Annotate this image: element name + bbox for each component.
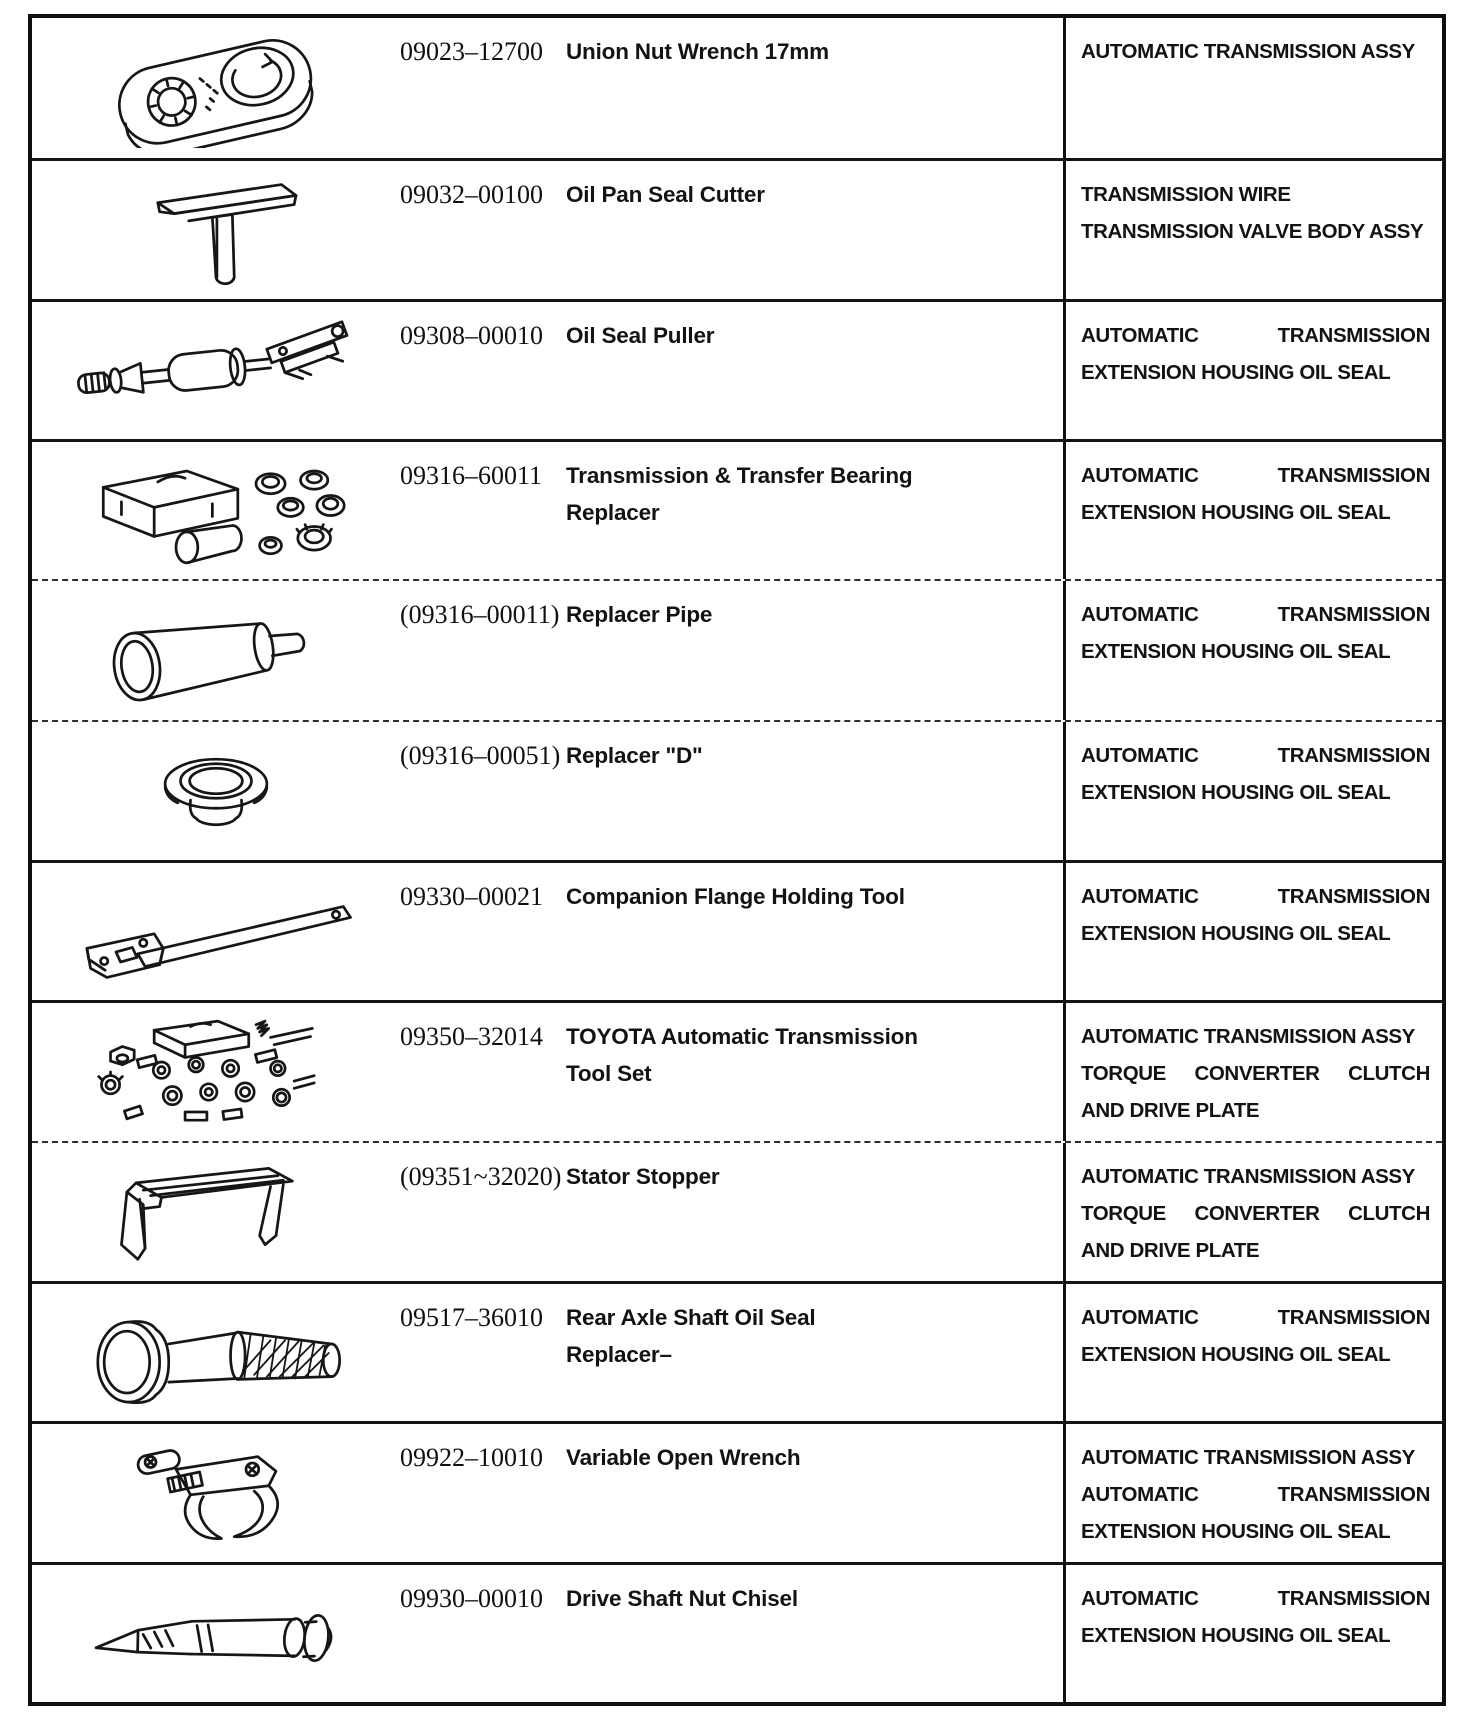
tool-name-line: TOYOTA Automatic Transmission xyxy=(566,1024,918,1050)
drive-shaft-nut-chisel-illustration xyxy=(51,1573,381,1693)
oil-pan-seal-cutter-illustration xyxy=(51,170,381,290)
application-line: EXTENSION HOUSING OIL SEAL xyxy=(1081,1623,1391,1647)
application-cell xyxy=(1063,302,1442,439)
application-line: AUTOMATIC TRANSMISSION ASSY xyxy=(1081,1164,1415,1188)
application-line: EXTENSION HOUSING OIL SEAL xyxy=(1081,360,1391,384)
part-number: 09922–10010 xyxy=(400,1443,543,1473)
application-line xyxy=(1081,596,1430,633)
application-word: AUTOMATIC xyxy=(1081,603,1199,627)
tool-row xyxy=(32,299,1442,439)
part-number: 09930–00010 xyxy=(400,1583,543,1613)
application-cell xyxy=(1063,1284,1442,1421)
application-word: AUTOMATIC xyxy=(1081,884,1199,908)
tool-name xyxy=(566,302,1063,439)
application-word: AUTOMATIC xyxy=(1081,323,1199,347)
application-line xyxy=(1081,878,1430,915)
application-line xyxy=(1081,1299,1430,1336)
application-word: TRANSMISSION xyxy=(1277,884,1430,908)
tool-name xyxy=(566,1424,1063,1561)
part-number: (09316–00051) xyxy=(400,740,561,770)
application-line: TRANSMISSION WIRE xyxy=(1081,183,1291,207)
application-line: TRANSMISSION VALVE BODY ASSY xyxy=(1081,220,1424,244)
sst-table xyxy=(28,14,1446,1706)
application-cell xyxy=(1063,161,1442,298)
application-line xyxy=(1081,1476,1430,1513)
tool-name-line: Replacer "D" xyxy=(566,742,703,768)
application-line: AUTOMATIC TRANSMISSION ASSY xyxy=(1081,40,1415,63)
tool-row xyxy=(32,860,1442,1000)
application-cell xyxy=(1063,863,1442,1000)
tool-name-line: Oil Pan Seal Cutter xyxy=(566,182,765,208)
tool-name xyxy=(566,1003,1063,1140)
part-number: 09023–12700 xyxy=(400,37,543,66)
application-word: TORQUE xyxy=(1081,1201,1166,1225)
part-number: 09330–00021 xyxy=(400,881,543,911)
companion-flange-holding-tool-illustration xyxy=(51,872,381,992)
application-word: TRANSMISSION xyxy=(1277,1305,1430,1329)
application-cell xyxy=(1063,1424,1442,1561)
application-line xyxy=(1081,1580,1430,1617)
tool-row xyxy=(32,439,1442,579)
tool-row xyxy=(32,579,1442,719)
tool-illustration-cell xyxy=(32,581,400,719)
application-line xyxy=(1081,737,1430,774)
application-line: AND DRIVE PLATE xyxy=(1081,1099,1260,1123)
tool-illustration-cell xyxy=(32,722,400,860)
part-number: (09351~32020) xyxy=(400,1161,562,1191)
union-nut-wrench-17mm-illustration xyxy=(51,28,381,148)
application-word: TRANSMISSION xyxy=(1277,603,1430,627)
application-cell xyxy=(1063,1003,1442,1140)
application-word: AUTOMATIC xyxy=(1081,1586,1199,1610)
tool-illustration-cell xyxy=(32,1143,400,1281)
tool-name-line: Variable Open Wrench xyxy=(566,1445,801,1471)
tool-illustration-cell xyxy=(32,442,400,579)
application-line: EXTENSION HOUSING OIL SEAL xyxy=(1081,1342,1391,1366)
application-line: AUTOMATIC TRANSMISSION ASSY xyxy=(1081,1025,1415,1049)
replacer-pipe-illustration xyxy=(51,590,381,710)
tool-name xyxy=(566,1284,1063,1421)
application-word: CLUTCH xyxy=(1348,1201,1430,1225)
replacer-d-illustration xyxy=(51,731,381,851)
tool-row xyxy=(32,1421,1442,1561)
tool-row xyxy=(32,1281,1442,1421)
application-line xyxy=(1081,317,1430,354)
application-line: EXTENSION HOUSING OIL SEAL xyxy=(1081,780,1391,804)
part-number: 09316–60011 xyxy=(400,460,543,490)
application-cell xyxy=(1063,581,1442,719)
tool-name xyxy=(566,161,1063,298)
oil-seal-puller-illustration xyxy=(51,310,381,430)
part-number: 09308–00010 xyxy=(400,320,543,350)
tool-illustration-cell xyxy=(32,1284,400,1421)
application-word: TRANSMISSION xyxy=(1277,463,1430,487)
tool-name xyxy=(566,581,1063,719)
application-word: TRANSMISSION xyxy=(1277,1483,1430,1507)
application-word: AUTOMATIC xyxy=(1081,1483,1199,1507)
tool-illustration-cell xyxy=(32,863,400,1000)
part-number: 09032–00100 xyxy=(400,180,543,210)
part-number: 09350–32014 xyxy=(400,1022,543,1052)
tool-name-line: Oil Seal Puller xyxy=(566,322,715,348)
tool-row xyxy=(32,1141,1442,1281)
application-line: AND DRIVE PLATE xyxy=(1081,1238,1260,1262)
tool-name-line: Stator Stopper xyxy=(566,1163,720,1189)
tool-name xyxy=(566,18,1063,158)
tool-name xyxy=(566,863,1063,1000)
application-cell xyxy=(1063,1565,1442,1702)
tool-row xyxy=(32,1000,1442,1140)
application-line: EXTENSION HOUSING OIL SEAL xyxy=(1081,921,1391,945)
tool-name-line: Transmission & Transfer Bearing xyxy=(566,462,913,488)
tool-row xyxy=(32,158,1442,298)
tool-name xyxy=(566,722,1063,860)
application-cell xyxy=(1063,442,1442,579)
application-word: CONVERTER xyxy=(1194,1201,1320,1225)
tool-row xyxy=(32,18,1442,158)
application-line: EXTENSION HOUSING OIL SEAL xyxy=(1081,640,1391,664)
tool-name-line: Replacer xyxy=(566,499,660,525)
application-word: CLUTCH xyxy=(1348,1062,1430,1086)
part-number: (09316–00011) xyxy=(400,600,560,630)
tool-illustration-cell xyxy=(32,1565,400,1702)
application-cell xyxy=(1063,18,1442,158)
part-number: 09517–36010 xyxy=(400,1302,543,1332)
application-line xyxy=(1081,1195,1430,1232)
tool-name-line: Drive Shaft Nut Chisel xyxy=(566,1585,798,1611)
application-word: TRANSMISSION xyxy=(1277,743,1430,767)
application-word: AUTOMATIC xyxy=(1081,463,1199,487)
application-line: AUTOMATIC TRANSMISSION ASSY xyxy=(1081,1446,1415,1470)
tool-illustration-cell xyxy=(32,1424,400,1561)
tool-name-line: Union Nut Wrench 17mm xyxy=(566,39,829,64)
tool-illustration-cell xyxy=(32,161,400,298)
tool-illustration-cell xyxy=(32,18,400,158)
tool-name-line: Tool Set xyxy=(566,1061,652,1087)
bearing-replacer-set-illustration xyxy=(51,451,381,571)
application-line: EXTENSION HOUSING OIL SEAL xyxy=(1081,1520,1391,1544)
tool-illustration-cell xyxy=(32,1003,400,1140)
application-word: CONVERTER xyxy=(1194,1062,1320,1086)
application-cell xyxy=(1063,1143,1442,1281)
application-word: TRANSMISSION xyxy=(1277,323,1430,347)
tool-row xyxy=(32,1562,1442,1702)
application-line xyxy=(1081,457,1430,494)
tool-illustration-cell xyxy=(32,302,400,439)
tool-name-line: Replacer– xyxy=(566,1341,672,1367)
application-word: AUTOMATIC xyxy=(1081,743,1199,767)
application-word: TORQUE xyxy=(1081,1062,1166,1086)
variable-open-wrench-illustration xyxy=(51,1433,381,1553)
tool-name-line: Companion Flange Holding Tool xyxy=(566,883,905,909)
tool-name-line: Rear Axle Shaft Oil Seal xyxy=(566,1304,816,1330)
application-cell xyxy=(1063,722,1442,860)
tool-row xyxy=(32,720,1442,860)
application-word: TRANSMISSION xyxy=(1277,1586,1430,1610)
application-line xyxy=(1081,1055,1430,1092)
toyota-at-tool-set-illustration xyxy=(51,1012,381,1132)
tool-name xyxy=(566,442,1063,579)
rear-axle-oil-seal-replacer-illustration xyxy=(51,1293,381,1413)
application-word: AUTOMATIC xyxy=(1081,1305,1199,1329)
tool-name xyxy=(566,1565,1063,1702)
tool-name-line: Replacer Pipe xyxy=(566,602,713,628)
stator-stopper-illustration xyxy=(51,1152,381,1272)
application-line: EXTENSION HOUSING OIL SEAL xyxy=(1081,500,1391,524)
tool-name xyxy=(566,1143,1063,1281)
